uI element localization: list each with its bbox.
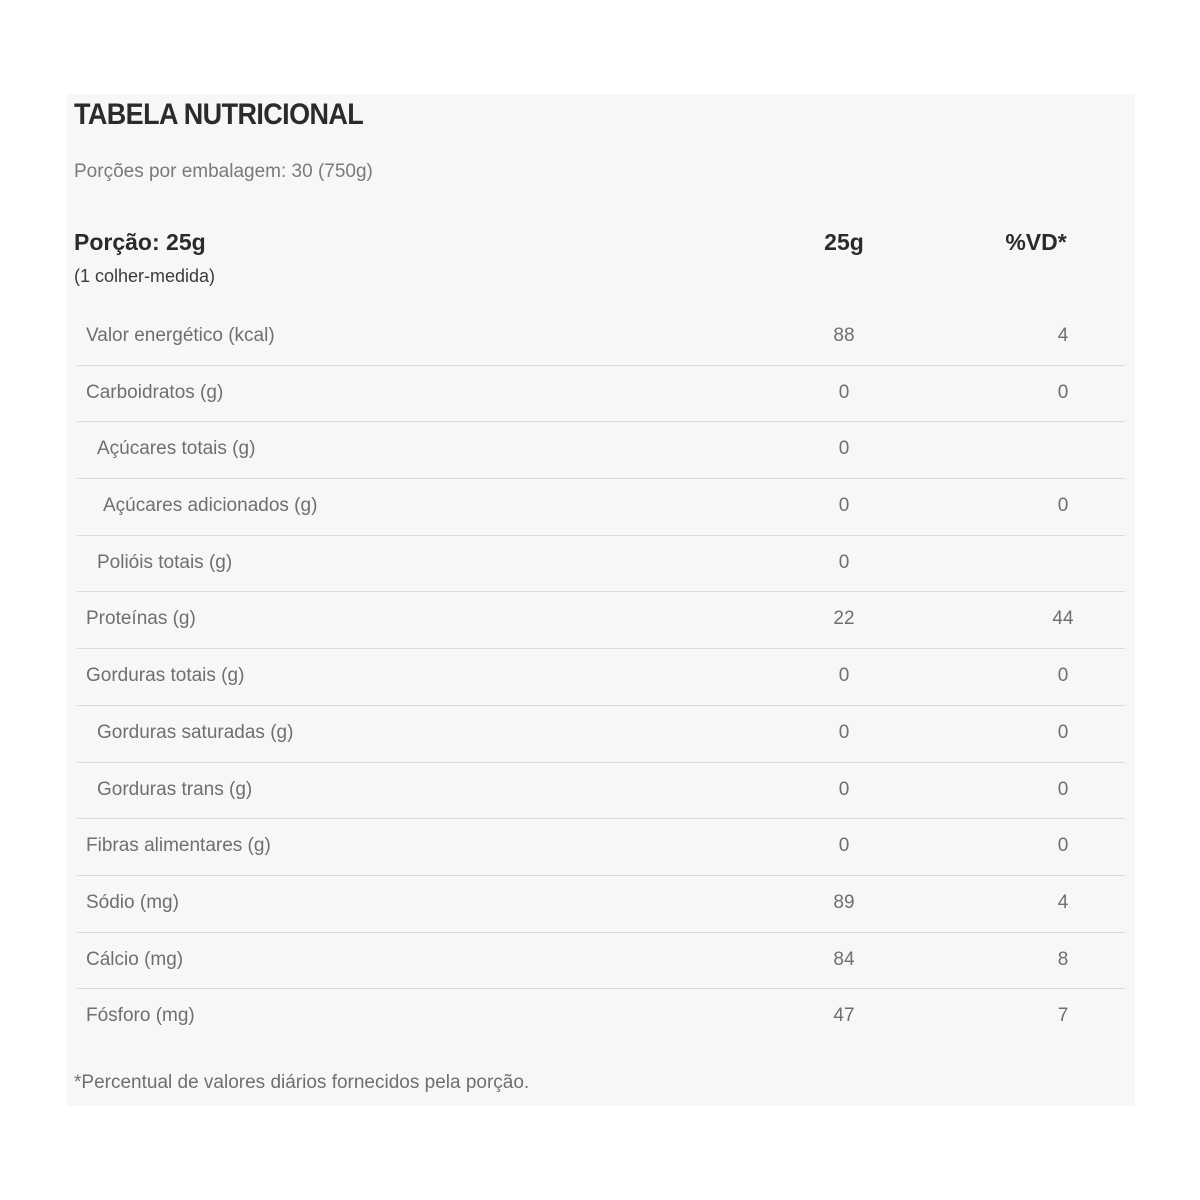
table-row xyxy=(77,989,1125,1046)
nutrient-amount: 0 xyxy=(838,778,850,800)
nutrient-name: Carboidratos (g) xyxy=(86,381,224,403)
nutrient-name: Sódio (mg) xyxy=(86,891,179,913)
table-row xyxy=(77,819,1125,876)
nutrient-amount: 0 xyxy=(838,721,850,743)
nutrient-amount: 0 xyxy=(838,381,850,403)
nutrient-daily-value: 0 xyxy=(1057,495,1069,517)
table-row xyxy=(77,422,1125,479)
nutrient-amount: 0 xyxy=(838,835,850,857)
nutrient-name: Açúcares totais (g) xyxy=(97,438,256,460)
nutrient-daily-value: 0 xyxy=(1057,665,1069,687)
table-row xyxy=(77,706,1125,763)
portion-sublabel: (1 colher-medida) xyxy=(74,266,216,286)
nutrient-name: Açúcares adicionados (g) xyxy=(103,495,318,517)
table-row xyxy=(77,876,1125,933)
nutrient-name: Gorduras totais (g) xyxy=(86,665,245,687)
footnote: *Percentual de valores diários fornecidos pela porção. xyxy=(74,1072,530,1093)
table-row xyxy=(77,309,1125,366)
nutrient-amount: 89 xyxy=(833,891,855,913)
nutrient-name: Fósforo (mg) xyxy=(86,1005,195,1027)
nutrient-name: Fibras alimentares (g) xyxy=(86,835,271,857)
table-row xyxy=(77,763,1125,820)
nutrient-name: Gorduras trans (g) xyxy=(97,778,253,800)
nutrient-amount: 22 xyxy=(833,608,855,630)
nutrient-name: Cálcio (mg) xyxy=(86,948,184,970)
nutrient-daily-value: 0 xyxy=(1057,778,1069,800)
nutrient-amount: 47 xyxy=(833,1005,855,1027)
nutrient-amount: 88 xyxy=(833,325,855,346)
column-header-amount: 25g xyxy=(824,229,864,255)
table-row xyxy=(77,366,1125,423)
nutrient-name: Gorduras saturadas (g) xyxy=(97,721,294,743)
column-header-daily-value: %VD* xyxy=(1005,229,1067,255)
table-row xyxy=(77,592,1125,649)
nutrient-amount: 0 xyxy=(838,665,850,687)
servings-per-package: Porções por embalagem: 30 (750g) xyxy=(74,161,373,182)
nutrient-daily-value: 7 xyxy=(1057,1005,1069,1027)
nutrient-amount: 0 xyxy=(838,551,850,573)
portion-label: Porção: 25g xyxy=(74,229,206,255)
nutrient-name: Valor energético (kcal) xyxy=(86,325,275,346)
nutrient-daily-value: 0 xyxy=(1057,381,1069,403)
table-row xyxy=(77,536,1125,593)
table-row xyxy=(77,933,1125,990)
nutrient-daily-value: 0 xyxy=(1057,721,1069,743)
nutrient-amount: 84 xyxy=(833,948,855,970)
nutrient-rows xyxy=(77,309,1125,1046)
nutrient-daily-value: 44 xyxy=(1052,608,1074,630)
nutrient-amount: 0 xyxy=(838,438,850,460)
nutrient-daily-value: 4 xyxy=(1057,325,1069,346)
nutrient-daily-value: 8 xyxy=(1057,948,1069,970)
nutrient-daily-value: 0 xyxy=(1057,835,1069,857)
nutrient-amount: 0 xyxy=(838,495,850,517)
table-row xyxy=(77,479,1125,536)
nutrient-name: Proteínas (g) xyxy=(86,608,196,630)
table-row xyxy=(77,649,1125,706)
nutrient-daily-value: 4 xyxy=(1057,891,1069,913)
nutrient-name: Polióis totais (g) xyxy=(97,551,233,573)
table-title: TABELA NUTRICIONAL xyxy=(74,98,364,131)
